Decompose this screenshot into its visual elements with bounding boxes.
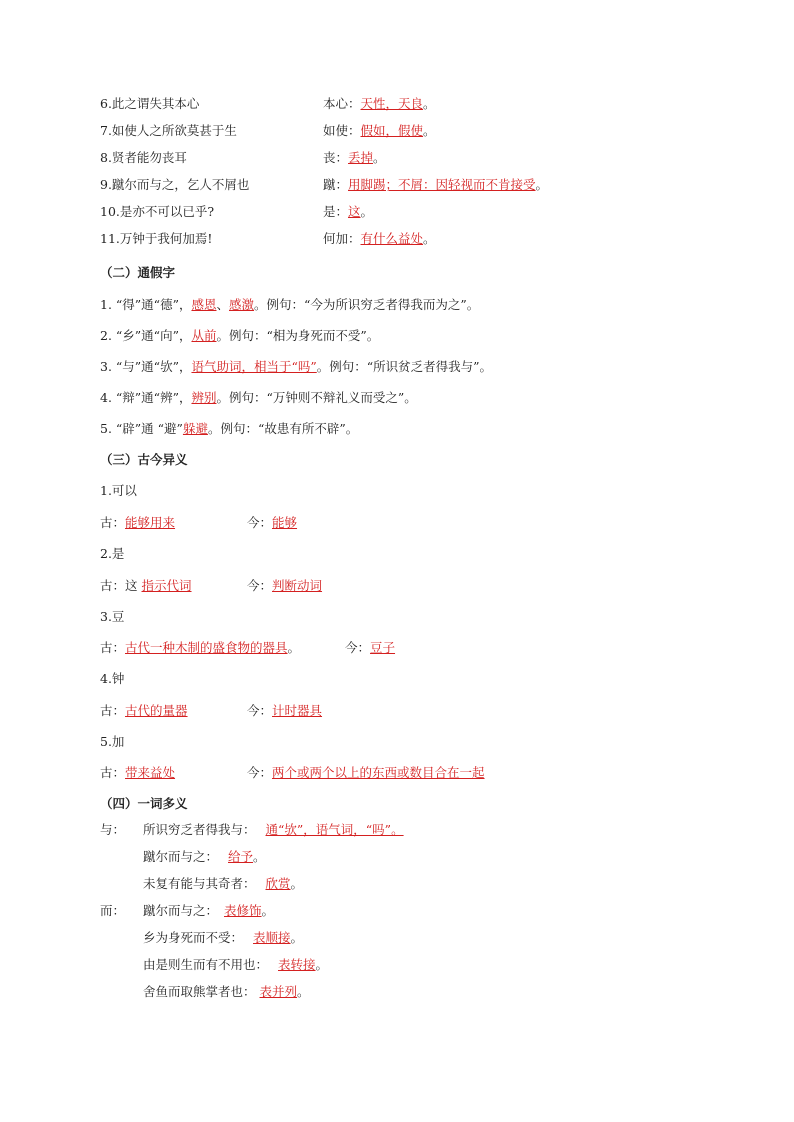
vocab-sentence: 10.是亦不可以已乎?: [100, 204, 215, 219]
item-text: 1. “得”通“德”，: [100, 297, 192, 312]
answer: 表转接: [278, 957, 316, 972]
answer: 计时器具: [272, 703, 323, 718]
answer: 能够: [272, 515, 298, 530]
example-text: 。例句：“相为身死而不受”。: [216, 328, 380, 343]
word-label: 2.是: [100, 546, 125, 561]
jin-label: 今：: [247, 578, 273, 593]
gu-label: 古：: [100, 578, 126, 593]
punct: 。: [360, 204, 374, 219]
jin-label: 今：: [247, 515, 273, 530]
vocab-gloss: [323, 149, 386, 167]
gu-label: 古：: [100, 703, 126, 718]
punct: 。: [261, 903, 275, 918]
polysemy-char: 而：: [100, 903, 126, 918]
gu-meaning: [100, 639, 300, 657]
example-sentence: 乡为身死而不受：: [143, 930, 244, 945]
vocab-sentence: 11.万钟于我何加焉!: [100, 231, 213, 246]
word-label: 3.豆: [100, 609, 125, 624]
vocab-gloss: [323, 203, 373, 221]
example-sentence: 蹴尔而与之：: [143, 849, 219, 864]
punct: 、: [216, 297, 229, 312]
jin-label: 今：: [345, 640, 371, 655]
vocab-word: 蹴：: [323, 177, 349, 192]
gu-plain: 这: [125, 578, 142, 593]
vocab-word: 是：: [323, 204, 349, 219]
answer: 古代一种木制的盛食物的器具: [125, 640, 288, 655]
vocab-gloss: [323, 95, 436, 113]
vocab-row: [100, 203, 214, 221]
vocab-answer: 丢掉: [348, 150, 374, 165]
word-label: 5.加: [100, 734, 125, 749]
vocab-word: 何加：: [323, 231, 361, 246]
jin-label: 今：: [247, 703, 273, 718]
vocab-row: [100, 95, 199, 113]
answer: 带来益处: [125, 765, 176, 780]
punct: 。: [423, 96, 436, 111]
answer: 感激: [229, 297, 255, 312]
gu-label: 古：: [100, 515, 126, 530]
punct: 。: [253, 849, 266, 864]
item-text: 2. “乡”通“向”，: [100, 328, 192, 343]
answer: 古代的量器: [125, 703, 188, 718]
example-text: 。例句：“万钟则不辩礼义而受之”。: [216, 390, 417, 405]
gu-meaning: [100, 764, 175, 782]
tongjia-item: [100, 296, 479, 314]
vocab-row: [100, 176, 249, 194]
section-heading: （四）一词多义: [100, 796, 188, 811]
punct: 。: [315, 957, 329, 972]
vocab-word: 丧：: [323, 150, 349, 165]
jin-meaning: [247, 577, 322, 595]
vocab-row: [100, 149, 187, 167]
polysemy-line: [143, 902, 274, 920]
jin-meaning: [247, 764, 485, 782]
example-sentence: 蹴尔而与之：: [143, 903, 219, 918]
item-text: 4. “辩”通“辨”，: [100, 390, 192, 405]
answer: 通“欤”，语气词，“吗”。: [265, 822, 404, 837]
example-sentence: 所识穷乏者得我与：: [143, 822, 256, 837]
example-sentence: 由是则生而有不用也：: [143, 957, 269, 972]
gu-meaning: [100, 514, 175, 532]
word-label: 1.可以: [100, 483, 137, 498]
vocab-answer: 有什么益处: [360, 231, 424, 246]
gu-meaning: [100, 577, 192, 595]
answer: 两个或两个以上的东西或数目合在一起: [272, 765, 485, 780]
answer: 辨别: [191, 390, 217, 405]
answer: 躲避: [182, 421, 208, 436]
answer: 判断动词: [272, 578, 323, 593]
section-heading: （三）古今异义: [100, 452, 188, 467]
answer: 表修饰: [224, 903, 262, 918]
punct: 。: [423, 123, 436, 138]
gu-label: 古：: [100, 765, 126, 780]
punct: 。: [535, 177, 549, 192]
punct: 。: [290, 930, 304, 945]
tongjia-item: [100, 389, 417, 407]
jin-label: 今：: [247, 765, 273, 780]
answer: 语气助词，相当于“吗”: [191, 359, 317, 374]
polysemy-line: [143, 821, 404, 839]
vocab-sentence: 7.如使人之所欲莫甚于生: [100, 123, 237, 138]
vocab-gloss: [323, 176, 548, 194]
punct: 。: [297, 984, 310, 999]
jin-meaning: [247, 514, 297, 532]
answer: 豆子: [370, 640, 396, 655]
answer: 从前: [191, 328, 217, 343]
vocab-answer: 这: [348, 204, 361, 219]
answer: 指示代词: [141, 578, 192, 593]
vocab-answer: 天性，天良: [360, 96, 424, 111]
item-text: 5. “辟”通 “避”: [100, 421, 183, 436]
vocab-sentence: 9.蹴尔而与之，乞人不屑也: [100, 177, 250, 192]
polysemy-line: [143, 848, 266, 866]
section-heading: （二）通假字: [100, 265, 176, 280]
punct: 。: [287, 640, 301, 655]
polysemy-line: [143, 956, 328, 974]
polysemy-line: [143, 875, 303, 893]
jin-meaning: [345, 639, 395, 657]
answer: 表并列: [259, 984, 298, 999]
polysemy-line: [143, 983, 310, 1001]
vocab-gloss: [323, 122, 436, 140]
punct: 。: [423, 231, 436, 246]
vocab-sentence: 6.此之谓失其本心: [100, 96, 200, 111]
gu-meaning: [100, 702, 188, 720]
vocab-answer: 用脚踢；不屑：因轻视而不肯接受: [348, 177, 536, 192]
gu-label: 古：: [100, 640, 126, 655]
tongjia-item: [100, 327, 379, 345]
example-sentence: 舍鱼而取熊掌者也：: [143, 984, 256, 999]
tongjia-item: [100, 358, 492, 376]
vocab-sentence: 8.贤者能勿丧耳: [100, 150, 187, 165]
word-label: 4.钟: [100, 671, 125, 686]
example-text: 。例句：“今为所识穷乏者得我而为之”。: [254, 297, 480, 312]
jin-meaning: [247, 702, 322, 720]
vocab-word: 本心：: [323, 96, 361, 111]
tongjia-item: [100, 420, 358, 438]
vocab-row: [100, 230, 212, 248]
example-text: 。例句：“故患有所不辟”。: [207, 421, 359, 436]
answer: 给予: [228, 849, 254, 864]
polysemy-char: 与：: [100, 822, 126, 837]
punct: 。: [373, 150, 386, 165]
vocab-row: [100, 122, 237, 140]
answer: 表顺接: [253, 930, 291, 945]
polysemy-line: [143, 929, 303, 947]
answer: 感恩: [191, 297, 217, 312]
answer: 能够用来: [125, 515, 176, 530]
item-text: 3. “与”通“欤”，: [100, 359, 192, 374]
punct: 。: [290, 876, 304, 891]
vocab-word: 如使：: [323, 123, 361, 138]
answer: 欣赏: [265, 876, 291, 891]
vocab-gloss: [323, 230, 436, 248]
vocab-answer: 假如，假使: [360, 123, 424, 138]
example-text: 。例句：“所识贫乏者得我与”。: [316, 359, 493, 374]
example-sentence: 未复有能与其奇者：: [143, 876, 256, 891]
